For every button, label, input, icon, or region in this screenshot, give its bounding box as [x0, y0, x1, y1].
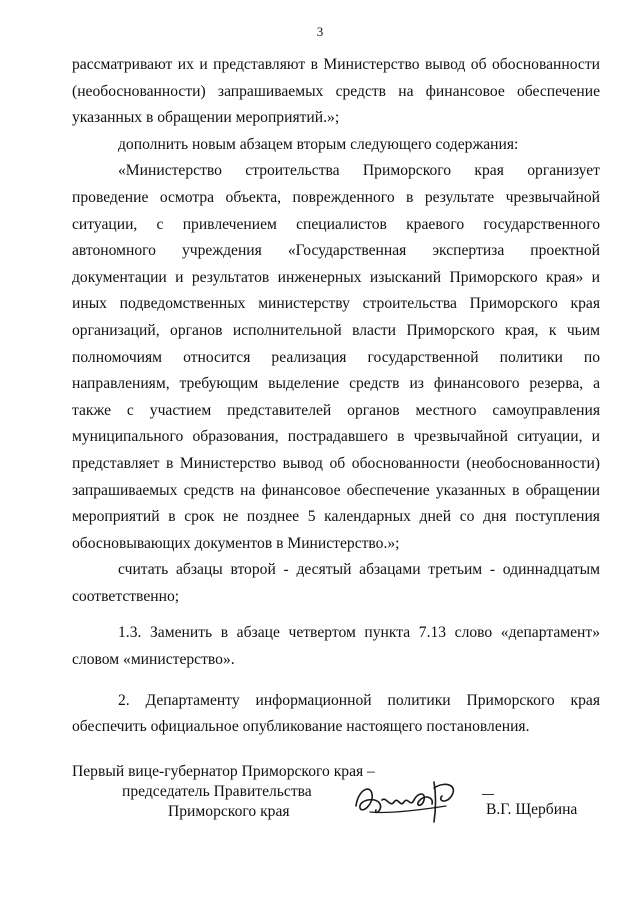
- name-underline: [482, 794, 494, 795]
- paragraph-item-1-3: 1.3. Заменить в абзаце четвертом пункта 7.13 слово «департамент» словом «министерство».: [72, 624, 600, 669]
- paragraph-continuation: рассматривают их и представляют в Министерство вывод об обоснованности (необоснованности) запрашиваемых средств на финансовое обеспечение указанных в обращении мероприятий.»;: [72, 56, 600, 127]
- document-body: [72, 52, 600, 741]
- signer-title-line-2: председатель Правительства: [122, 783, 312, 800]
- paragraph-item-2: 2. Департаменту информационной политики Приморского края обеспечить официальное опубликование настоящего постановления.: [72, 691, 600, 736]
- signer-name: В.Г. Щербина: [486, 801, 578, 818]
- signer-title-line-1: Первый вице-губернатор Приморского края –: [72, 763, 375, 780]
- signature-block: [72, 762, 600, 852]
- signer-title-line-3: Приморского края: [168, 803, 290, 820]
- paragraph-renumbering: считать абзацы второй - десятый абзацами третьим - одиннадцатым соответственно;: [72, 561, 600, 605]
- paragraph-instruction: дополнить новым абзацем вторым следующего содержания:: [118, 135, 519, 153]
- page-number: 3: [316, 24, 324, 39]
- handwritten-signature: [350, 770, 468, 830]
- paragraph-quoted-insert: «Министерство строительства Приморского края организует проведение осмотра объекта, поврежденного в результате чрезвычайной ситуации, с привлечением специалистов краевого государственного автономного учреждения «Государственная экспертиза проектной документации и результатов инженерных изысканий Приморского края» и иных подведомственных министерству строительства Приморского края организаций, органов исполнительной власти Приморского края, к чьим полномочиям относится реализация государственной политики по направлениям, требующим выделение средств из финансового резерва, а также с участием представителей органов местного самоуправления муниципального образования, пострадавшего в чрезвычайной ситуации, и представляет в Министерство вывод об обоснованности (необоснованности) запрашиваемых средств на финансовое обеспечение указанных в обращении мероприятий в срок не позднее 5 календарных дней со дня поступления обосновывающих документов в Министерство.»;: [72, 162, 600, 552]
